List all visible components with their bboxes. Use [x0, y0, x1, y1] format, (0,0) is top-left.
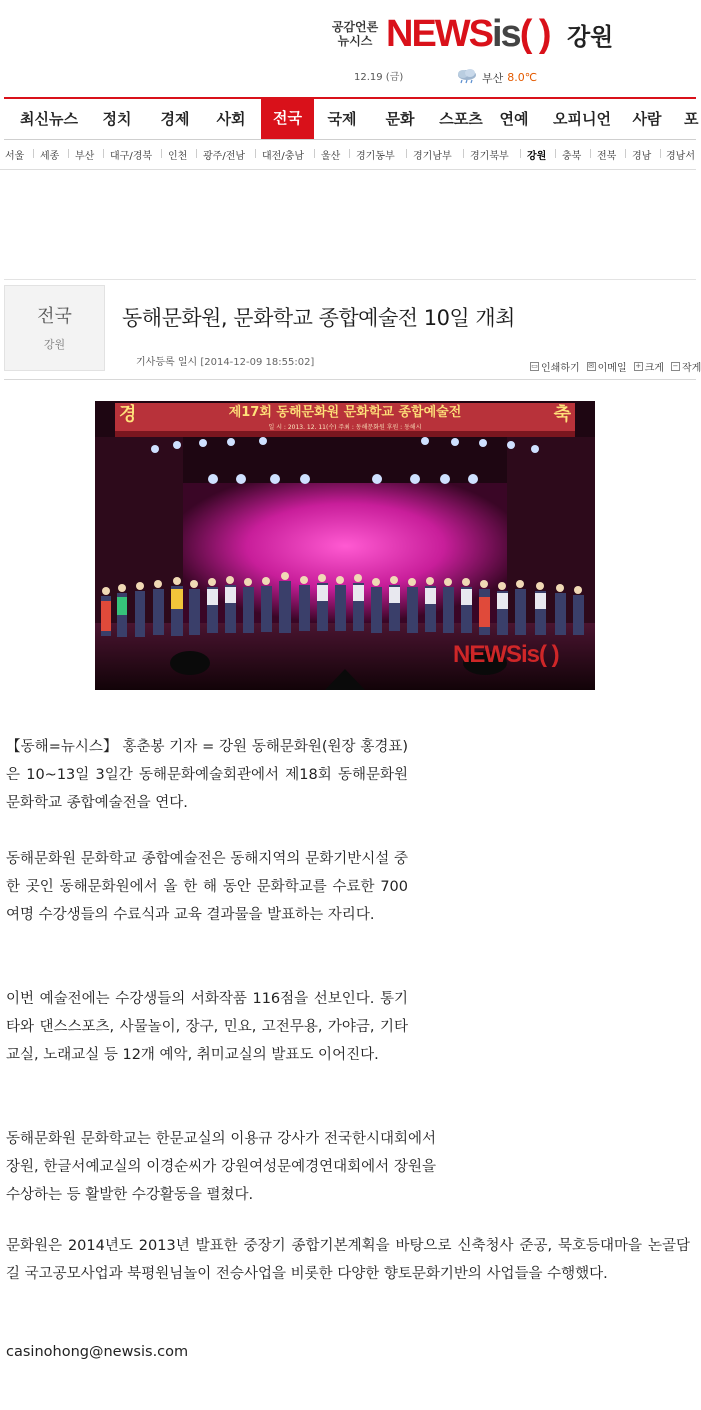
logo-paren-text: ( )	[519, 13, 550, 55]
nav-item-people[interactable]: 사람	[632, 110, 662, 128]
subnav-item-busan[interactable]: 부산	[75, 151, 95, 162]
mail-icon: ✉	[588, 362, 595, 370]
subnav-item-gyeonggi-east[interactable]: 경기동부	[356, 151, 395, 162]
nav-item-politics[interactable]: 정치	[102, 110, 132, 128]
logo-is-text: is	[492, 13, 520, 55]
article-tools	[530, 359, 701, 374]
newsis-logo[interactable]	[386, 14, 550, 54]
print-button[interactable]	[530, 359, 580, 374]
email-label: 이메일	[597, 363, 627, 374]
minus-icon: −	[672, 362, 679, 370]
subnav-item-gangwon[interactable]: 강원	[527, 151, 547, 162]
photo-watermark: NEWSis( )	[453, 641, 559, 668]
nav-item-opinion[interactable]: 오피니언	[553, 110, 611, 128]
article-photo[interactable]	[95, 401, 595, 690]
banner-right-char: 축	[553, 404, 571, 425]
article-paragraph-5: 문화원은 2014년도 2013년 발표한 중장기 종합기본계획을 바탕으로 신축청사 준공, 묵호등대마을 논골담길 국고공모사업과 북평원님놀이 전승사업을 비롯한 다양한 향토문화기반의 사업들을 수행했다.	[6, 1238, 690, 1282]
nav-item-economy[interactable]: 경제	[160, 110, 190, 128]
nav-item-latest[interactable]: 최신뉴스	[20, 110, 78, 128]
weather-temp: 8.0℃	[507, 71, 538, 84]
subnav-item-daegu[interactable]: 대구/경북	[110, 151, 153, 162]
email-button[interactable]	[587, 359, 627, 374]
font-smaller-button[interactable]	[671, 359, 701, 374]
subnav-item-gwangju[interactable]: 광주/전남	[203, 151, 246, 162]
header-divider	[4, 379, 696, 380]
smaller-label: 작게	[681, 363, 701, 374]
nav-item-culture[interactable]: 문화	[385, 110, 415, 128]
byline-label: 기사등록 일시	[136, 357, 198, 368]
reporter-email[interactable]: casinohong@newsis.com	[6, 1344, 189, 1360]
article-paragraph-1: 【동해=뉴시스】 홍춘봉 기자 = 강원 동해문화원(원장 홍경표)은 10~13일 3일간 동해문화예술회관에서 제18회 동해문화원 문화학교 종합예술전을 연다.	[6, 739, 408, 811]
nav-item-photo[interactable]: 포	[684, 110, 699, 128]
ad-divider	[4, 279, 696, 280]
subnav-item-gyeongnam-west[interactable]: 경남서	[666, 151, 695, 162]
banner-left-char: 경	[119, 404, 137, 425]
article-timestamp: [2014-12-09 18:55:02]	[200, 357, 315, 368]
category-label[interactable]: 전국	[37, 306, 72, 327]
current-date: 12.19 (금)	[354, 72, 404, 83]
category-box	[4, 285, 105, 371]
subnav-item-gyeongnam[interactable]: 경남	[632, 151, 652, 162]
article-title: 동해문화원, 문화학교 종합예술전 10일 개최	[122, 306, 515, 330]
weather-widget	[456, 68, 537, 87]
cloud-rain-icon	[456, 68, 478, 87]
subnav-item-jeonbuk[interactable]: 전북	[597, 151, 617, 162]
article-paragraph-4: 동해문화원 문화학교는 한문교실의 이용규 강사가 전국한시대회에서 장원, 한글서예교실의 이경순씨가 강원여성문예경연대회에서 장원을 수상하는 등 활발한 수강활동을 펼쳤다.	[6, 1131, 436, 1203]
banner-title: 제17회 동해문화원 문화학교 종합예술전	[228, 405, 462, 420]
subnav-item-gyeonggi-south[interactable]: 경기남부	[413, 151, 452, 162]
subnav-item-seoul[interactable]: 서울	[5, 151, 25, 162]
subnav-item-ulsan[interactable]: 울산	[321, 151, 341, 162]
nav-item-entertainment[interactable]: 연예	[499, 110, 529, 128]
subnav-item-gyeonggi-north[interactable]: 경기북부	[470, 151, 509, 162]
photo-banner	[115, 403, 575, 435]
subnav-item-sejong[interactable]: 세종	[40, 151, 60, 162]
article-paragraph-2: 동해문화원 문화학교 종합예술전은 동해지역의 문화기반시설 중 한 곳인 동해문화원에서 올 한 해 동안 문화학교를 수료한 700여명 수강생들의 수료식과 교육 결과물을 발표하는 자리다.	[6, 851, 408, 923]
nav-item-sports[interactable]: 스포츠	[439, 110, 483, 128]
subnav-item-daejeon[interactable]: 대전/충남	[262, 151, 305, 162]
bigger-label: 크게	[644, 363, 664, 374]
region-title: 강원	[567, 23, 614, 51]
main-nav	[4, 97, 699, 140]
logo-news-text: NEWS	[386, 13, 492, 55]
logo-tagline: 공감언론 뉴시스	[331, 20, 379, 48]
subnav-item-incheon[interactable]: 인천	[168, 151, 188, 162]
weather-city: 부산	[482, 71, 504, 85]
nav-item-world[interactable]: 국제	[327, 110, 357, 128]
subcategory-label[interactable]: 강원	[43, 338, 66, 351]
font-bigger-button[interactable]	[634, 359, 664, 374]
print-icon: ▭	[531, 362, 538, 370]
article-byline	[136, 353, 314, 368]
region-subnav	[0, 139, 696, 170]
nav-item-society[interactable]: 사회	[216, 110, 246, 128]
plus-icon: +	[635, 362, 642, 370]
article-paragraph-3: 이번 예술전에는 수강생들의 서화작품 116점을 선보인다. 통기타와 댄스스포츠, 사물놀이, 장구, 민요, 고전무용, 가야금, 기타교실, 노래교실 등 12개 예악, 취미교실의 발표도 이어진다.	[6, 991, 408, 1063]
nav-item-national[interactable]: 전국	[261, 97, 314, 139]
print-label: 인쇄하기	[541, 363, 580, 374]
banner-subtitle: 일 시 : 2013. 12. 11(수) 주최 : 동해문화원 후원 : 동해시	[268, 424, 422, 431]
subnav-item-chungbuk[interactable]: 충북	[562, 151, 582, 162]
